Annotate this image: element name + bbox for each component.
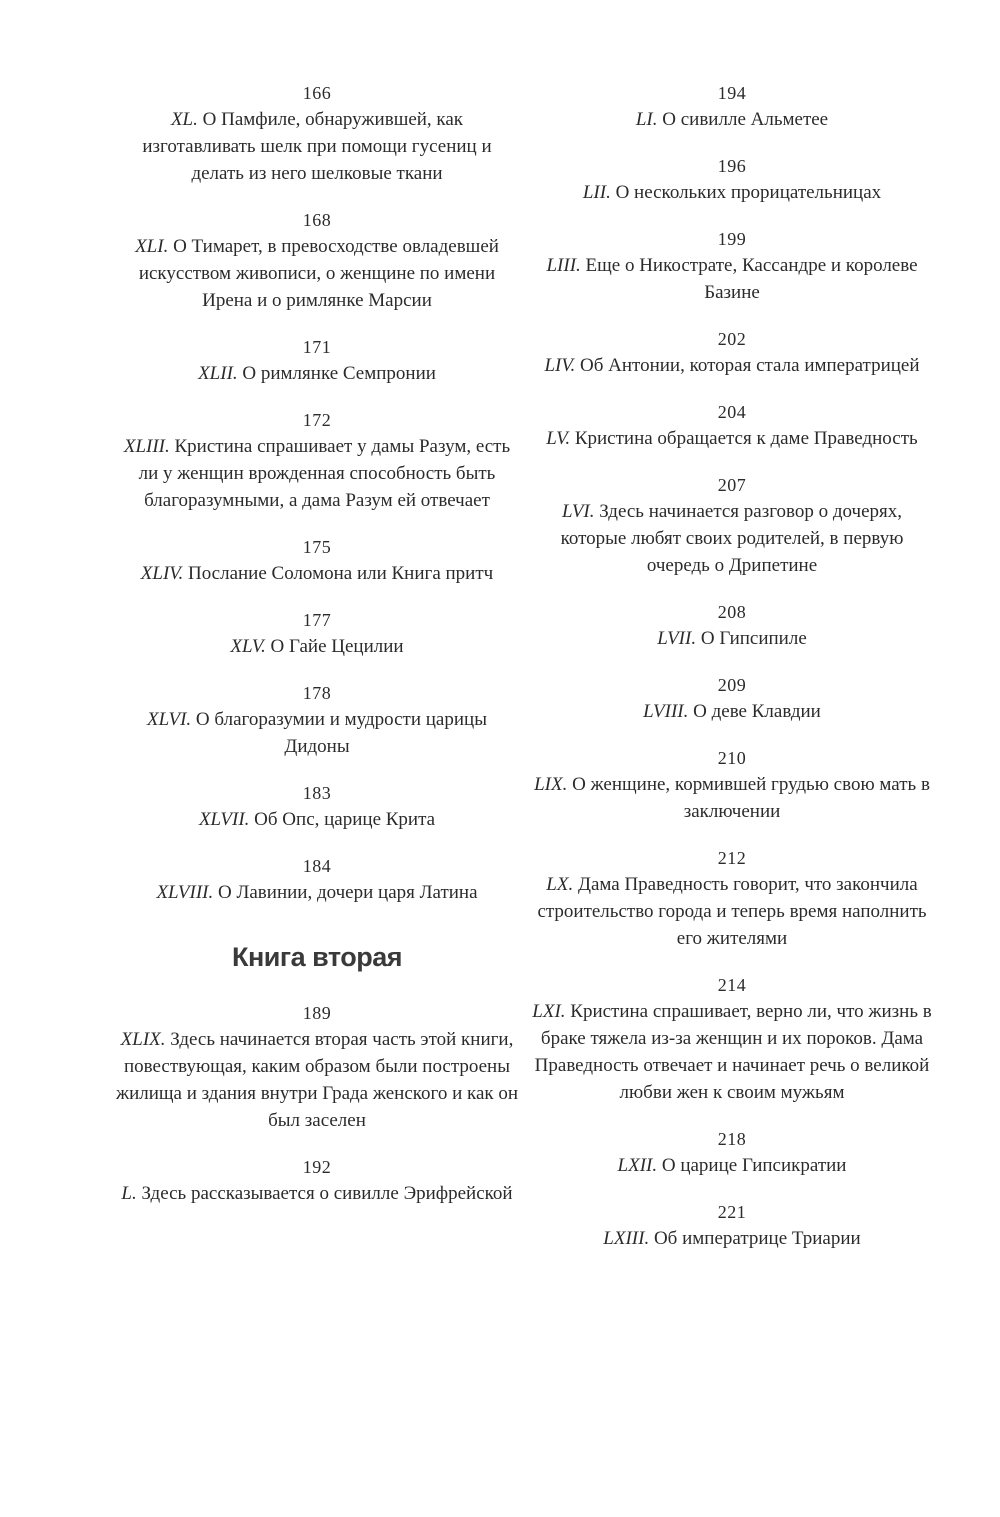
- toc-entry: [522, 153, 942, 206]
- toc-entry-title: [522, 498, 942, 579]
- chapter-number: XLIII.: [123, 436, 170, 457]
- toc-page-number: 196: [717, 156, 747, 176]
- toc-list-book-two: [107, 1000, 527, 1207]
- chapter-number: LII.: [582, 182, 611, 203]
- toc-entry: [107, 407, 527, 514]
- chapter-number: XLV.: [230, 636, 266, 657]
- toc-page-number: 192: [302, 1157, 332, 1177]
- toc-entry: [522, 326, 942, 379]
- toc-page-number: 208: [717, 602, 747, 622]
- chapter-number: XLIX.: [120, 1029, 166, 1050]
- chapter-number: XLII.: [198, 363, 238, 384]
- toc-page-number: 168: [302, 210, 332, 230]
- toc-entry: [107, 853, 527, 906]
- toc-page-number: 199: [717, 229, 747, 249]
- toc-page-number: 204: [717, 402, 747, 422]
- chapter-title: Кристина спрашивает у дамы Разум, есть ли у женщин врожденная способность быть благоразумными, а дама Разум ей отвечает: [138, 436, 511, 511]
- chapter-title: Кристина обращается к даме Праведность: [574, 428, 918, 449]
- chapter-number: XLIV.: [140, 563, 184, 584]
- chapter-title: Дама Праведность говорит, что закончила строительство города и теперь время наполнить его жителями: [537, 874, 927, 949]
- chapter-title: О женщине, кормившей грудью свою мать в заключении: [572, 774, 930, 822]
- chapter-title: Об императрице Триарии: [653, 1228, 861, 1249]
- chapter-title: О нескольких прорицательницах: [615, 182, 882, 203]
- toc-entry-title: [522, 179, 942, 206]
- toc-page-number: 194: [717, 83, 747, 103]
- toc-entry: [522, 80, 942, 133]
- toc-page-number: 210: [717, 748, 747, 768]
- toc-list-book-one: [107, 80, 527, 906]
- chapter-number: LX.: [546, 874, 574, 895]
- toc-page-number: 209: [717, 675, 747, 695]
- chapter-title: О царице Гипсикратии: [661, 1155, 847, 1176]
- toc-page-number: 212: [717, 848, 747, 868]
- toc-page-number: 184: [302, 856, 332, 876]
- chapter-title: Об Антонии, которая стала императрицей: [580, 355, 920, 376]
- chapter-number: LVII.: [657, 628, 697, 649]
- chapter-title: Еще о Никострате, Кассандре и королеве Базине: [585, 255, 918, 303]
- toc-entry-title: [522, 625, 942, 652]
- toc-entry-title: [107, 106, 527, 187]
- toc-entry: [522, 672, 942, 725]
- toc-entry: [107, 780, 527, 833]
- chapter-number: LVIII.: [643, 701, 689, 722]
- toc-entry-title: [522, 998, 942, 1106]
- toc-page-number: 183: [302, 783, 332, 803]
- toc-entry-title: [522, 698, 942, 725]
- toc-entry: [107, 680, 527, 760]
- chapter-number: LIV.: [544, 355, 576, 376]
- toc-entry: [107, 334, 527, 387]
- chapter-title: О сивилле Альметее: [662, 109, 829, 130]
- chapter-number: L.: [121, 1183, 137, 1204]
- toc-entry: [522, 399, 942, 452]
- chapter-title: Здесь рассказывается о сивилле Эрифрейской: [141, 1183, 513, 1204]
- chapter-number: LXII.: [617, 1155, 658, 1176]
- chapter-title: Послание Соломона или Книга притч: [187, 563, 494, 584]
- chapter-title: О Гипсипиле: [700, 628, 807, 649]
- toc-page-number: 178: [302, 683, 332, 703]
- chapter-title: О римлянке Семпронии: [242, 363, 436, 384]
- toc-entry-title: [107, 1180, 527, 1207]
- toc-entry: [107, 607, 527, 660]
- chapter-title: Здесь начинается вторая часть этой книги, повествующая, каким образом были построены жилища и здания внутри Града женского и как он был заселен: [115, 1029, 519, 1131]
- chapter-title: Здесь начинается разговор о дочерях, которые любят своих родителей, в первую очередь о Дрипетине: [560, 501, 904, 576]
- toc-entry-title: [107, 233, 527, 314]
- toc-entry-title: [107, 433, 527, 514]
- toc-entry: [522, 745, 942, 825]
- toc-entry-title: [522, 1152, 942, 1179]
- toc-page-number: 218: [717, 1129, 747, 1149]
- toc-entry: [107, 1000, 527, 1134]
- chapter-title: О благоразумии и мудрости царицы Дидоны: [195, 709, 487, 757]
- toc-page-number: 221: [717, 1202, 747, 1222]
- toc-entry: [522, 599, 942, 652]
- toc-entry: [522, 226, 942, 306]
- chapter-title: О Тимарет, в превосходстве овладевшей искусством живописи, о женщине по имени Ирена и о римлянке Марсии: [138, 236, 499, 311]
- chapter-title: О Лавинии, дочери царя Латина: [218, 882, 478, 903]
- toc-entry-title: [107, 560, 527, 587]
- toc-page-number: 214: [717, 975, 747, 995]
- toc-page-number: 207: [717, 475, 747, 495]
- toc-entry-title: [107, 879, 527, 906]
- chapter-title: О Гайе Цецилии: [270, 636, 404, 657]
- toc-entry-title: [522, 252, 942, 306]
- toc-list-book-two-continued: [522, 80, 942, 1252]
- toc-entry-title: [107, 806, 527, 833]
- toc-entry: [107, 1154, 527, 1207]
- toc-entry: [107, 207, 527, 314]
- toc-entry-title: [522, 1225, 942, 1252]
- chapter-number: XL.: [170, 109, 198, 130]
- toc-page-number: 172: [302, 410, 332, 430]
- chapter-title: Об Опс, царице Крита: [254, 809, 436, 830]
- chapter-number: LXI.: [532, 1001, 566, 1022]
- chapter-number: LXIII.: [603, 1228, 650, 1249]
- chapter-number: XLI.: [135, 236, 169, 257]
- toc-entry: [522, 472, 942, 579]
- toc-entry-title: [522, 425, 942, 452]
- toc-entry-title: [107, 1026, 527, 1134]
- chapter-number: LIX.: [534, 774, 568, 795]
- chapter-title: О деве Клавдии: [693, 701, 821, 722]
- toc-entry-title: [107, 706, 527, 760]
- book-two-heading: Книга вторая: [231, 942, 402, 972]
- chapter-number: XLVII.: [198, 809, 250, 830]
- toc-left-column: [107, 80, 527, 1227]
- toc-entry: [522, 845, 942, 952]
- toc-entry-title: [522, 871, 942, 952]
- toc-page-number: 177: [302, 610, 332, 630]
- toc-entry-title: [107, 360, 527, 387]
- toc-page-number: 166: [302, 83, 332, 103]
- chapter-title: Кристина спрашивает, верно ли, что жизнь в браке тяжела из-за женщин и их пороков. Дама Праведность отвечает и начинает речь о великой любви жен к своим мужьям: [534, 1001, 932, 1103]
- toc-page-number: 202: [717, 329, 747, 349]
- chapter-number: LIII.: [546, 255, 581, 276]
- toc-entry-title: [522, 352, 942, 379]
- toc-page-number: 189: [302, 1003, 332, 1023]
- toc-page-number: 171: [302, 337, 332, 357]
- toc-entry: [522, 972, 942, 1106]
- toc-entry: [522, 1126, 942, 1179]
- toc-entry: [522, 1199, 942, 1252]
- chapter-number: LI.: [635, 109, 658, 130]
- toc-entry-title: [522, 771, 942, 825]
- toc-right-column: [522, 80, 942, 1272]
- chapter-number: LVI.: [561, 501, 595, 522]
- chapter-number: XLVI.: [147, 709, 192, 730]
- toc-page-number: 175: [302, 537, 332, 557]
- chapter-title: О Памфиле, обнаружившей, как изготавливать шелк при помощи гусениц и делать из него шелковые ткани: [142, 109, 492, 184]
- toc-entry: [107, 80, 527, 187]
- toc-entry-title: [522, 106, 942, 133]
- chapter-number: LV.: [546, 428, 571, 449]
- toc-entry: [107, 534, 527, 587]
- toc-entry-title: [107, 633, 527, 660]
- chapter-number: XLVIII.: [156, 882, 214, 903]
